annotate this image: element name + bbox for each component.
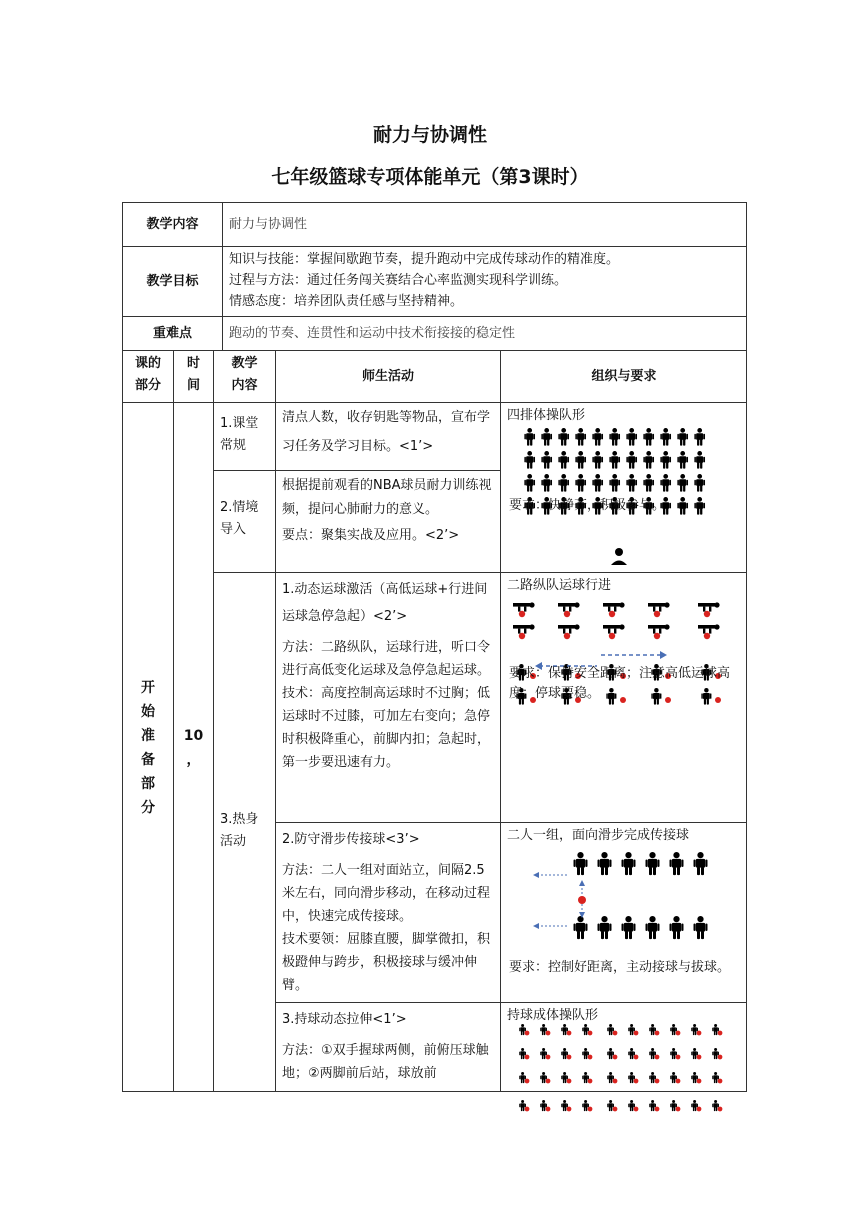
ball-icon <box>519 633 525 639</box>
a2-tech: 技术要领：屈膝直腰，脚掌微扣，积极蹬伸与跨步，积极接球与缓冲伸臂。 <box>282 932 491 993</box>
person-icon <box>558 451 569 469</box>
ball-icon <box>613 1055 618 1060</box>
ball-icon <box>609 633 615 639</box>
person-icon <box>574 916 588 939</box>
person-icon <box>694 428 705 446</box>
intro-label-line: 2.情境 <box>220 500 259 515</box>
person-icon <box>558 428 569 446</box>
person-icon <box>677 474 688 492</box>
header-part-line: 课的 <box>134 356 161 371</box>
person-icon <box>626 474 637 492</box>
person-icon <box>609 474 620 492</box>
part-char: 分 <box>141 799 155 816</box>
time-value: 10 <box>183 727 204 744</box>
page-title: 耐力与协调性 <box>372 124 487 146</box>
ball-formation-figure <box>515 1020 745 1116</box>
dribbler-icon <box>513 602 535 611</box>
person-icon <box>694 474 705 492</box>
intro-label-line: 导入 <box>220 522 247 537</box>
person-icon <box>609 428 620 446</box>
ball-icon <box>578 896 586 904</box>
page-subtitle: 七年级篮球专项体能单元（第3课时） <box>271 166 589 188</box>
person-icon <box>622 852 636 875</box>
ball-icon <box>567 1079 572 1084</box>
a1-tech: 技术：高度控制高运球时不过胸；低运球时不过膝，可加左右变向；急停时积极降重心，前脚内扣；急起时，第一步要迅速有力。 <box>282 686 491 770</box>
part-char: 准 <box>141 727 155 744</box>
key-label: 重难点 <box>122 316 222 350</box>
ball-icon <box>697 1031 702 1036</box>
ball-icon <box>567 1031 572 1036</box>
ball-icon <box>567 1107 572 1112</box>
ball-icon <box>525 1055 530 1060</box>
goal-item: 情感态度：培养团队责任感与坚持精神。 <box>229 294 464 309</box>
dribbler-icon <box>513 624 535 633</box>
a1-org-caption: 二路纵队运球行进 <box>507 578 612 593</box>
ball-icon <box>697 1055 702 1060</box>
a2-org-req: 要求：控制好距离，主动接球与拔球。 <box>509 960 731 975</box>
intro-point: 要点：聚集实战及应用。<2’> <box>282 528 460 543</box>
dribbler-icon <box>558 624 580 633</box>
a1-method: 方法：二路纵队，运球行进，听口令进行高低变化运球及急停急起运球。 <box>282 640 491 678</box>
a1-org-req: 要求：保持安全距离；注意高低运球高度；停球要稳。 <box>509 666 731 701</box>
header-part <box>122 350 173 402</box>
routine-activity: 清点人数，收存钥匙等物品，宣布学习任务及学习目标。<1’> <box>275 402 500 470</box>
ball-icon <box>525 1079 530 1084</box>
warmup-label-line: 3.热身 <box>220 812 259 827</box>
person-icon <box>646 852 660 875</box>
ball-icon <box>564 611 570 617</box>
ball-icon <box>704 611 710 617</box>
header-part-line: 部分 <box>134 378 161 393</box>
ball-icon <box>613 1079 618 1084</box>
person-icon <box>626 451 637 469</box>
warmup-activity-3 <box>275 1002 500 1092</box>
dribbler-icon <box>558 602 580 611</box>
ball-icon <box>654 611 660 617</box>
person-icon <box>660 451 671 469</box>
goal-list <box>222 246 747 316</box>
person-icon <box>575 474 586 492</box>
ball-icon <box>588 1079 593 1084</box>
person-icon <box>524 451 535 469</box>
dribbler-icon <box>698 624 720 633</box>
dribbler-icon <box>698 602 720 611</box>
person-icon <box>694 916 708 939</box>
section-part <box>122 402 173 1092</box>
teacher-icon <box>611 548 627 565</box>
person-icon <box>646 916 660 939</box>
ball-icon <box>588 1107 593 1112</box>
goal-item: 知识与技能：掌握间歇跑节奏，提升跑动中完成传球动作的精准度。 <box>229 252 620 267</box>
intro-activity <box>275 470 500 572</box>
person-icon <box>643 451 654 469</box>
ball-icon <box>704 633 710 639</box>
warmup-activity-1 <box>275 572 500 822</box>
person-icon <box>626 428 637 446</box>
ball-icon <box>655 1055 660 1060</box>
ball-icon <box>718 1107 723 1112</box>
header-time-line: 间 <box>186 378 200 393</box>
arrow-icon <box>533 872 569 878</box>
ball-icon <box>634 1031 639 1036</box>
person-icon <box>598 916 612 939</box>
routine-label <box>213 402 275 470</box>
ball-icon <box>676 1055 681 1060</box>
ball-icon <box>634 1079 639 1084</box>
ball-icon <box>588 1031 593 1036</box>
routine-org-req: 要求：快静齐，积极参与。 <box>509 498 666 513</box>
warmup-activity-2 <box>275 822 500 1002</box>
ball-icon <box>655 1107 660 1112</box>
intro-label <box>213 470 275 572</box>
person-icon <box>660 428 671 446</box>
ball-icon <box>546 1107 551 1112</box>
part-char: 备 <box>141 751 155 768</box>
header-teach-line: 教学 <box>231 356 258 371</box>
dribbler-icon <box>648 624 670 633</box>
ball-icon <box>546 1079 551 1084</box>
a3-org-caption: 持球成体操队形 <box>507 1008 599 1023</box>
person-icon <box>541 474 552 492</box>
person-icon <box>660 474 671 492</box>
ball-icon <box>655 1031 660 1036</box>
header-teach <box>213 350 275 402</box>
ball-icon <box>634 1107 639 1112</box>
warmup-label-line: 活动 <box>220 834 247 849</box>
a3-method: 方法：①双手握球两侧，前俯压球触地；②两脚前后站，球放前 <box>282 1043 489 1081</box>
ball-icon <box>613 1031 618 1036</box>
header-org: 组织与要求 <box>500 350 747 402</box>
routine-label-line: 1.课堂 <box>220 416 259 431</box>
part-char: 部 <box>141 775 155 792</box>
person-icon <box>670 852 684 875</box>
routine-label-line: 常规 <box>220 438 247 453</box>
person-icon <box>592 474 603 492</box>
person-icon <box>643 474 654 492</box>
header-time <box>173 350 213 402</box>
ball-icon <box>697 1079 702 1084</box>
person-icon <box>524 474 535 492</box>
person-icon <box>524 428 535 446</box>
goal-item: 过程与方法：通过任务闯关赛结合心率监测实现科学训练。 <box>229 273 568 288</box>
person-icon <box>574 852 588 875</box>
person-icon <box>592 428 603 446</box>
person-icon <box>694 852 708 875</box>
ball-icon <box>546 1031 551 1036</box>
content-label: 教学内容 <box>122 202 222 246</box>
header-teach-line: 内容 <box>231 378 258 393</box>
ball-icon <box>655 1079 660 1084</box>
ball-icon <box>718 1079 723 1084</box>
key-value: 跑动的节奏、连贯性和运动中技术衔接接的稳定性 <box>222 316 747 350</box>
person-icon <box>575 428 586 446</box>
person-icon <box>592 451 603 469</box>
ball-icon <box>718 1031 723 1036</box>
slide-pass-figure <box>525 848 725 952</box>
dribbler-icon <box>603 624 625 633</box>
ball-icon <box>525 1031 530 1036</box>
dribbler-icon <box>603 602 625 611</box>
ball-icon <box>564 633 570 639</box>
ball-icon <box>697 1107 702 1112</box>
person-icon <box>541 428 552 446</box>
a2-org-caption: 二人一组，面向滑步完成传接球 <box>507 828 690 843</box>
ball-icon <box>613 1107 618 1112</box>
header-activity: 师生活动 <box>275 350 500 402</box>
header-time-line: 时 <box>186 356 200 371</box>
routine-org-caption: 四排体操队形 <box>507 408 586 423</box>
ball-icon <box>654 633 660 639</box>
ball-icon <box>546 1055 551 1060</box>
ball-icon <box>676 1107 681 1112</box>
ball-icon <box>634 1055 639 1060</box>
a1-title: 1.动态运球激活（高低运球+行进间运球急停急起）<2’> <box>282 582 488 624</box>
warmup-label <box>213 572 275 1092</box>
intro-text: 根据提前观看的NBA球员耐力训练视频，提问心肺耐力的意义。 <box>282 478 492 517</box>
ball-icon <box>519 611 525 617</box>
section-time <box>173 402 213 1092</box>
time-mark: ， <box>186 751 201 768</box>
a2-method: 方法：二人一组对面站立，间隔2.5米左右，同向滑步移动，在移动过程中，快速完成传接球。 <box>282 863 491 924</box>
person-icon <box>694 451 705 469</box>
a3-title: 3.持球动态拉伸<1’> <box>282 1012 407 1027</box>
content-value: 耐力与协调性 <box>222 202 747 246</box>
person-icon <box>598 852 612 875</box>
part-char: 始 <box>141 703 155 720</box>
goal-label: 教学目标 <box>122 246 222 316</box>
person-icon <box>622 916 636 939</box>
ball-icon <box>676 1031 681 1036</box>
arrow-icon <box>601 651 667 659</box>
arrow-icon <box>533 923 569 929</box>
person-icon <box>643 428 654 446</box>
person-icon <box>541 451 552 469</box>
person-icon <box>677 428 688 446</box>
person-icon <box>670 916 684 939</box>
person-icon <box>575 451 586 469</box>
person-icon <box>677 451 688 469</box>
part-char: 开 <box>141 679 155 696</box>
ball-icon <box>609 611 615 617</box>
person-icon <box>558 474 569 492</box>
ball-icon <box>718 1055 723 1060</box>
dribbler-icon <box>648 602 670 611</box>
a2-title: 2.防守滑步传接球<3’> <box>282 832 420 847</box>
person-icon <box>609 451 620 469</box>
ball-icon <box>588 1055 593 1060</box>
ball-icon <box>567 1055 572 1060</box>
ball-icon <box>676 1079 681 1084</box>
ball-icon <box>525 1107 530 1112</box>
